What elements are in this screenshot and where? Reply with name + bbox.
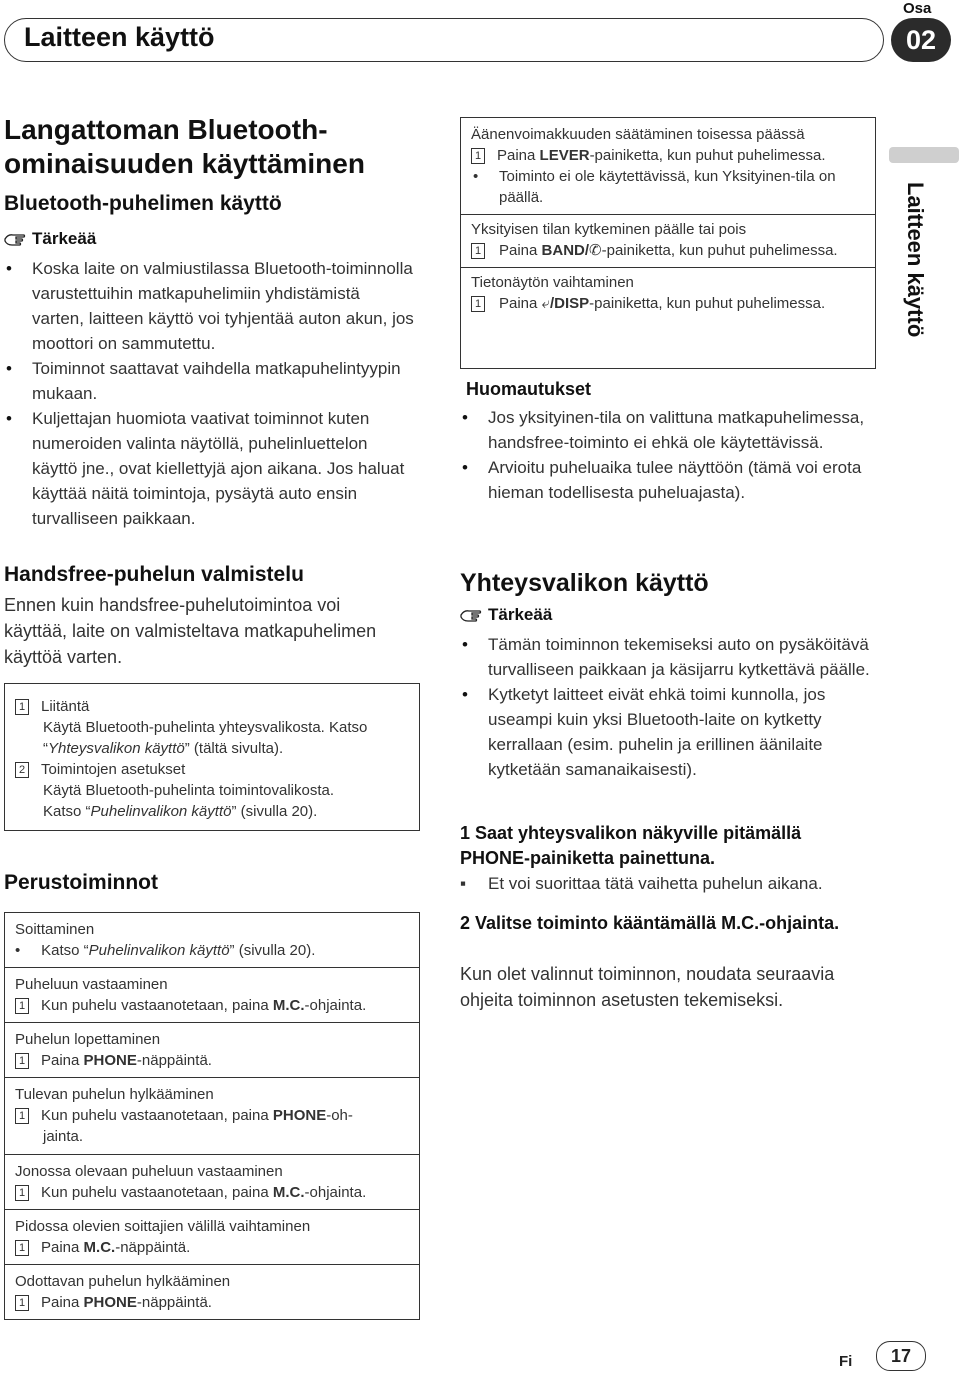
list-item: • Tämän toiminnon tekemiseksi auto on pysäköitävä turvalliseen paikkaan ja käsijarru kytkettävä päälle. [460, 632, 870, 682]
op-title: Jonossa olevaan puheluun vastaaminen [15, 1163, 283, 1180]
list-item: • Toiminnot saattavat vaihdella matkapuhelintyypin mukaan. [4, 356, 414, 406]
section-number-badge: 02 [891, 18, 951, 62]
op-line: 1 Kun puhelu vastaanotetaan, paina M.C.-ohjainta. [15, 1182, 409, 1203]
step-1: 1 Saat yhteysvalikon näkyville pitämällä PHONE-painiketta painettuna. [460, 823, 802, 868]
op-title: Odottavan puhelun hylkääminen [15, 1273, 231, 1290]
main-heading-line1: Langattoman Bluetooth- [4, 114, 328, 145]
important-label: Tärkeää [32, 229, 97, 248]
handsfree-heading: Handsfree-puhelun valmistelu [4, 563, 304, 586]
op-title: Yksityisen tilan kytkeminen päälle tai pois [471, 221, 747, 238]
step-2-text: Kun olet valinnut toiminnon, noudata seuraavia ohjeita toiminnon asetusten tekemiseksi. [460, 964, 835, 1010]
op-block-end [4, 1022, 420, 1078]
op-title: Puheluun vastaaminen [15, 976, 168, 993]
list-item: • Koska laite on valmiustilassa Bluetooth-toiminnolla varustettuihin matkapuhelimiin yhdistämistä varten, laitteen käyttö voi tyhjentää auton akun, jos moottori on sammutettu. [4, 256, 414, 356]
main-heading [4, 113, 365, 181]
step-number: 1 [15, 699, 29, 715]
op-line: 1 Paina BAND/✆-painiketta, kun puhut puhelimessa. [471, 240, 865, 261]
op-line: 1 Kun puhelu vastaanotetaan, paina M.C.-ohjainta. [15, 995, 409, 1016]
op-block-switch-hold [4, 1209, 420, 1265]
step-1-note: ▪ Et voi suorittaa tätä vaihetta puhelun aikana. [460, 871, 880, 896]
side-tab-marker [889, 147, 959, 163]
op-line: 1 Paina PHONE-näppäintä. [15, 1050, 409, 1071]
op-block-reject [4, 1077, 420, 1155]
op-title: Äänenvoimakkuuden säätäminen toisessa päässä [471, 126, 805, 143]
step-number: 2 [15, 762, 29, 778]
side-tab-label: Laitteen käyttö [903, 182, 928, 338]
op-block-waiting-answer [4, 1154, 420, 1210]
call-functions-box [460, 117, 876, 369]
phone-icon: ✆ [589, 242, 602, 259]
square-bullet-icon: ▪ [460, 874, 467, 893]
op-block-reject-waiting [4, 1264, 420, 1320]
op-title: Tulevan puhelun hylkääminen [15, 1086, 214, 1103]
hand-pointer-icon [4, 231, 26, 247]
op-line: • Katso “Puhelinvalikon käyttö” (sivulla 20). [15, 942, 316, 959]
step-2: 2 Valitse toiminto kääntämällä M.C.-ohjainta. [460, 913, 840, 933]
list-item: • Kuljettajan huomiota vaativat toiminnot kuten numeroiden valinta näytöllä, puhelinluettelon käyttö jne., ovat kiellettyjä ajon aikana. Jos haluat käyttää näitä toimintoja, pysäytä auto ensin turvalliseen paikkaan. [4, 406, 414, 531]
notes-heading: Huomautukset [466, 379, 592, 399]
op-title: Puhelun lopettaminen [15, 1031, 161, 1048]
op-title: Tietonäytön vaihtaminen [471, 274, 634, 291]
prep-item-title: Liitäntä [41, 698, 90, 715]
prep-item-text: “Yhteysvalikon käyttö” (tältä sivulta). [43, 740, 284, 757]
page-number: 17 [876, 1341, 926, 1371]
important-label: Tärkeää [488, 605, 553, 624]
prep-item-2 [15, 759, 409, 780]
list-item: • Arvioitu puheluaika tulee näyttöön (tämä voi erota hieman todellisesta puheluajasta). [460, 455, 880, 505]
sub-heading: Bluetooth-puhelimen käyttö [4, 192, 282, 215]
basic-ops-heading: Perustoiminnot [4, 871, 159, 894]
op-line: 1 Paina ⤶/DISP-painiketta, kun puhut puhelimessa. [471, 293, 865, 314]
hand-pointer-icon [460, 607, 482, 623]
link-reference: Puhelinvalikon käyttö [90, 803, 232, 820]
link-reference: Puhelinvalikon käyttö [88, 942, 230, 959]
prep-item-1 [15, 696, 409, 717]
op-block-calling [4, 912, 420, 968]
important-notice [460, 605, 552, 625]
section-label: Osa [903, 0, 932, 17]
op-line: 1 Paina M.C.-näppäintä. [15, 1237, 409, 1258]
op-line: jainta. [43, 1128, 84, 1145]
op-line: 1 Paina PHONE-näppäintä. [15, 1292, 409, 1313]
prep-item-text: Katso “Puhelinvalikon käyttö” (sivulla 20). [43, 803, 318, 820]
prep-item-text: Käytä Bluetooth-puhelinta yhteysvalikosta. Katso [43, 719, 368, 736]
handsfree-text: Ennen kuin handsfree-puhelutoimintoa voi käyttää, laite on valmisteltava matkapuhelimen käyttöä varten. [4, 595, 377, 667]
connection-important-list [460, 632, 870, 782]
page-header-title: Laitteen käyttö [24, 22, 215, 52]
list-item: • Jos yksityinen-tila on valittuna matkapuhelimessa, handsfree-toiminto ei ehkä ole käytettävissä. [460, 405, 880, 455]
op-title: Soittaminen [15, 921, 95, 938]
important-list [4, 256, 414, 531]
connection-heading: Yhteysvalikon käyttö [460, 569, 709, 597]
op-block-answer [4, 967, 420, 1023]
list-item: • Kytketyt laitteet eivät ehkä toimi kunnolla, jos useampi kuin yksi Bluetooth-laite on kytketty kerrallaan (esim. puhelin ja erillinen äänilaite kytketään samanaikaisesti). [460, 682, 870, 782]
op-line: 1 Kun puhelu vastaanotetaan, paina PHONE-oh- [15, 1105, 409, 1126]
preparation-box [4, 683, 420, 831]
main-heading-line2: ominaisuuden käyttäminen [4, 148, 365, 179]
op-title: Pidossa olevien soittajien välillä vaihtaminen [15, 1218, 311, 1235]
op-line: • Toiminto ei ole käytettävissä, kun Yksityinen-tila on päällä. [473, 168, 836, 206]
op-line: 1 Paina LEVER-painiketta, kun puhut puhelimessa. [471, 145, 865, 166]
link-reference: Yhteysvalikon käyttö [48, 740, 185, 757]
notes-list [460, 405, 880, 505]
language-code: Fi [839, 1353, 853, 1370]
important-notice [4, 229, 96, 249]
prep-item-title: Toimintojen asetukset [41, 761, 186, 778]
return-arrow-icon: ⤶ [541, 295, 550, 312]
prep-item-text: Käytä Bluetooth-puhelinta toimintovalikosta. [43, 782, 335, 799]
